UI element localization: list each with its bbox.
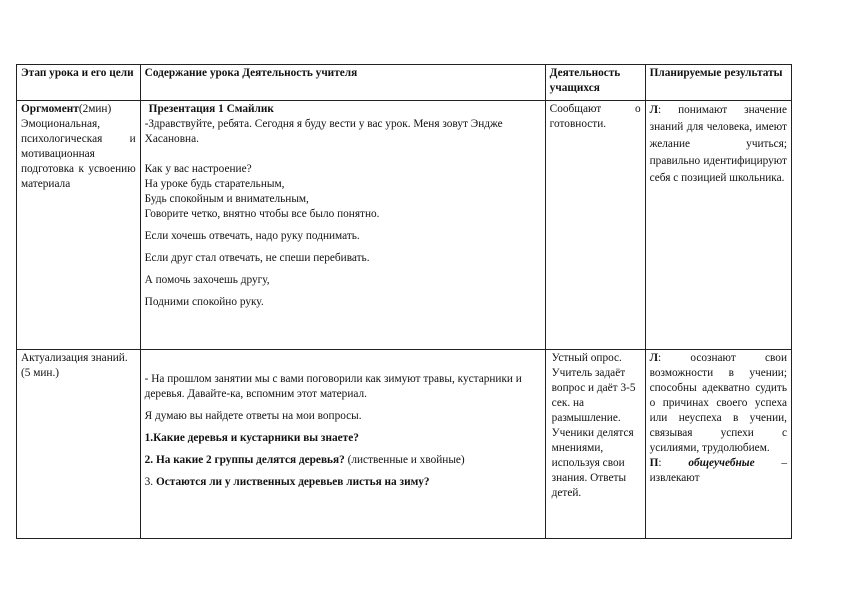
- question-2-hint: (лиственные и хвойные): [344, 454, 465, 466]
- greeting-text: -Здравствуйте, ребята. Сегодня я буду вести у вас урок. Меня зовут Эндже Хасановна.: [144, 118, 503, 145]
- content-cell: [140, 350, 545, 539]
- question-3-text: Остаются ли у лиственных деревьев листья на зиму?: [155, 476, 430, 488]
- poem-line: Подними спокойно руку.: [144, 296, 264, 308]
- question-3: [145, 475, 541, 490]
- question-2-text: 2. На какие 2 группы делятся деревья?: [144, 454, 345, 466]
- poem-line: Если друг стал отвечать, не спеши перебивать.: [144, 252, 370, 264]
- stage-cell: [17, 350, 141, 539]
- stage-title: Оргмомент: [21, 103, 79, 115]
- think-text: Я думаю вы найдете ответы на мои вопросы.: [144, 410, 362, 422]
- header-content: Содержание урока Деятельность учителя: [140, 65, 545, 101]
- header-results: Планируемые результаты: [645, 65, 791, 101]
- stage-title: Актуализация знаний.: [21, 352, 128, 364]
- intro-text: - На прошлом занятии мы с вами поговорили как зимуют травы, кустарники и деревья. Давайте-ка, вспомним этот материал.: [144, 373, 522, 400]
- results-text: : понимают значение знаний для человека, имеют желание учиться; правильно идентифицируют себя с позицией школьника.: [649, 104, 787, 184]
- question-1: 1.Какие деревья и кустарники вы знаете?: [144, 432, 359, 444]
- poem-line: Будь спокойным и внимательным,: [144, 193, 309, 205]
- question-2: [145, 453, 541, 468]
- stage-description: Эмоциональная, психологическая и мотивационная подготовка к усвоению материала: [21, 118, 136, 190]
- poem-line: Если хочешь отвечать, надо руку поднимать.: [144, 230, 360, 242]
- content-cell: [140, 101, 545, 350]
- stage-cell: [17, 101, 141, 350]
- results-label: Л: [649, 352, 659, 364]
- results-label-2: П: [649, 457, 659, 469]
- mood-question: Как у вас настроение?: [144, 163, 252, 175]
- table-row: [17, 350, 792, 539]
- header-stage: Этап урока и его цели: [17, 65, 141, 101]
- students-cell: Сообщают о готовности.: [545, 101, 645, 350]
- presentation-title: Презентация 1 Смайлик: [148, 103, 274, 115]
- header-students: Деятельность учащихся: [545, 65, 645, 101]
- results-cell: [645, 101, 791, 350]
- poem-line: На уроке будь старательным,: [144, 178, 285, 190]
- poem-line: Говорите четко, внятно чтобы все было понятно.: [144, 208, 380, 220]
- poem-line: А помочь захочешь другу,: [144, 274, 270, 286]
- students-cell: Устный опрос. Учитель задаёт вопрос и даёт 3-5 сек. на размышление. Ученики делятся мнениями, используя свои знания. Ответы детей.: [545, 350, 645, 539]
- lesson-plan-table: [16, 64, 792, 539]
- results-label: Л: [649, 104, 659, 116]
- results-cell: Л: осознают свои возможности в учении; способны адекватно судить о причинах своего успеха или неуспеха в учении, связывая успехи с усилиями, трудолюбием. П: общеучебные – извлекают: [645, 350, 791, 539]
- stage-time: (5 мин.): [21, 367, 60, 379]
- question-3-number: 3.: [144, 476, 156, 488]
- header-row: [17, 65, 792, 101]
- results-tail: – извлекают: [649, 457, 787, 484]
- results-text: : осознают свои возможности в учении; способны адекватно судить о причинах своего успеха или неуспеха в учении, связывая успехи с усилиями, трудолюбием.: [649, 352, 787, 454]
- table-row: [17, 101, 792, 350]
- stage-time: (2мин): [78, 103, 112, 115]
- results-italic: общеучебные: [688, 457, 755, 469]
